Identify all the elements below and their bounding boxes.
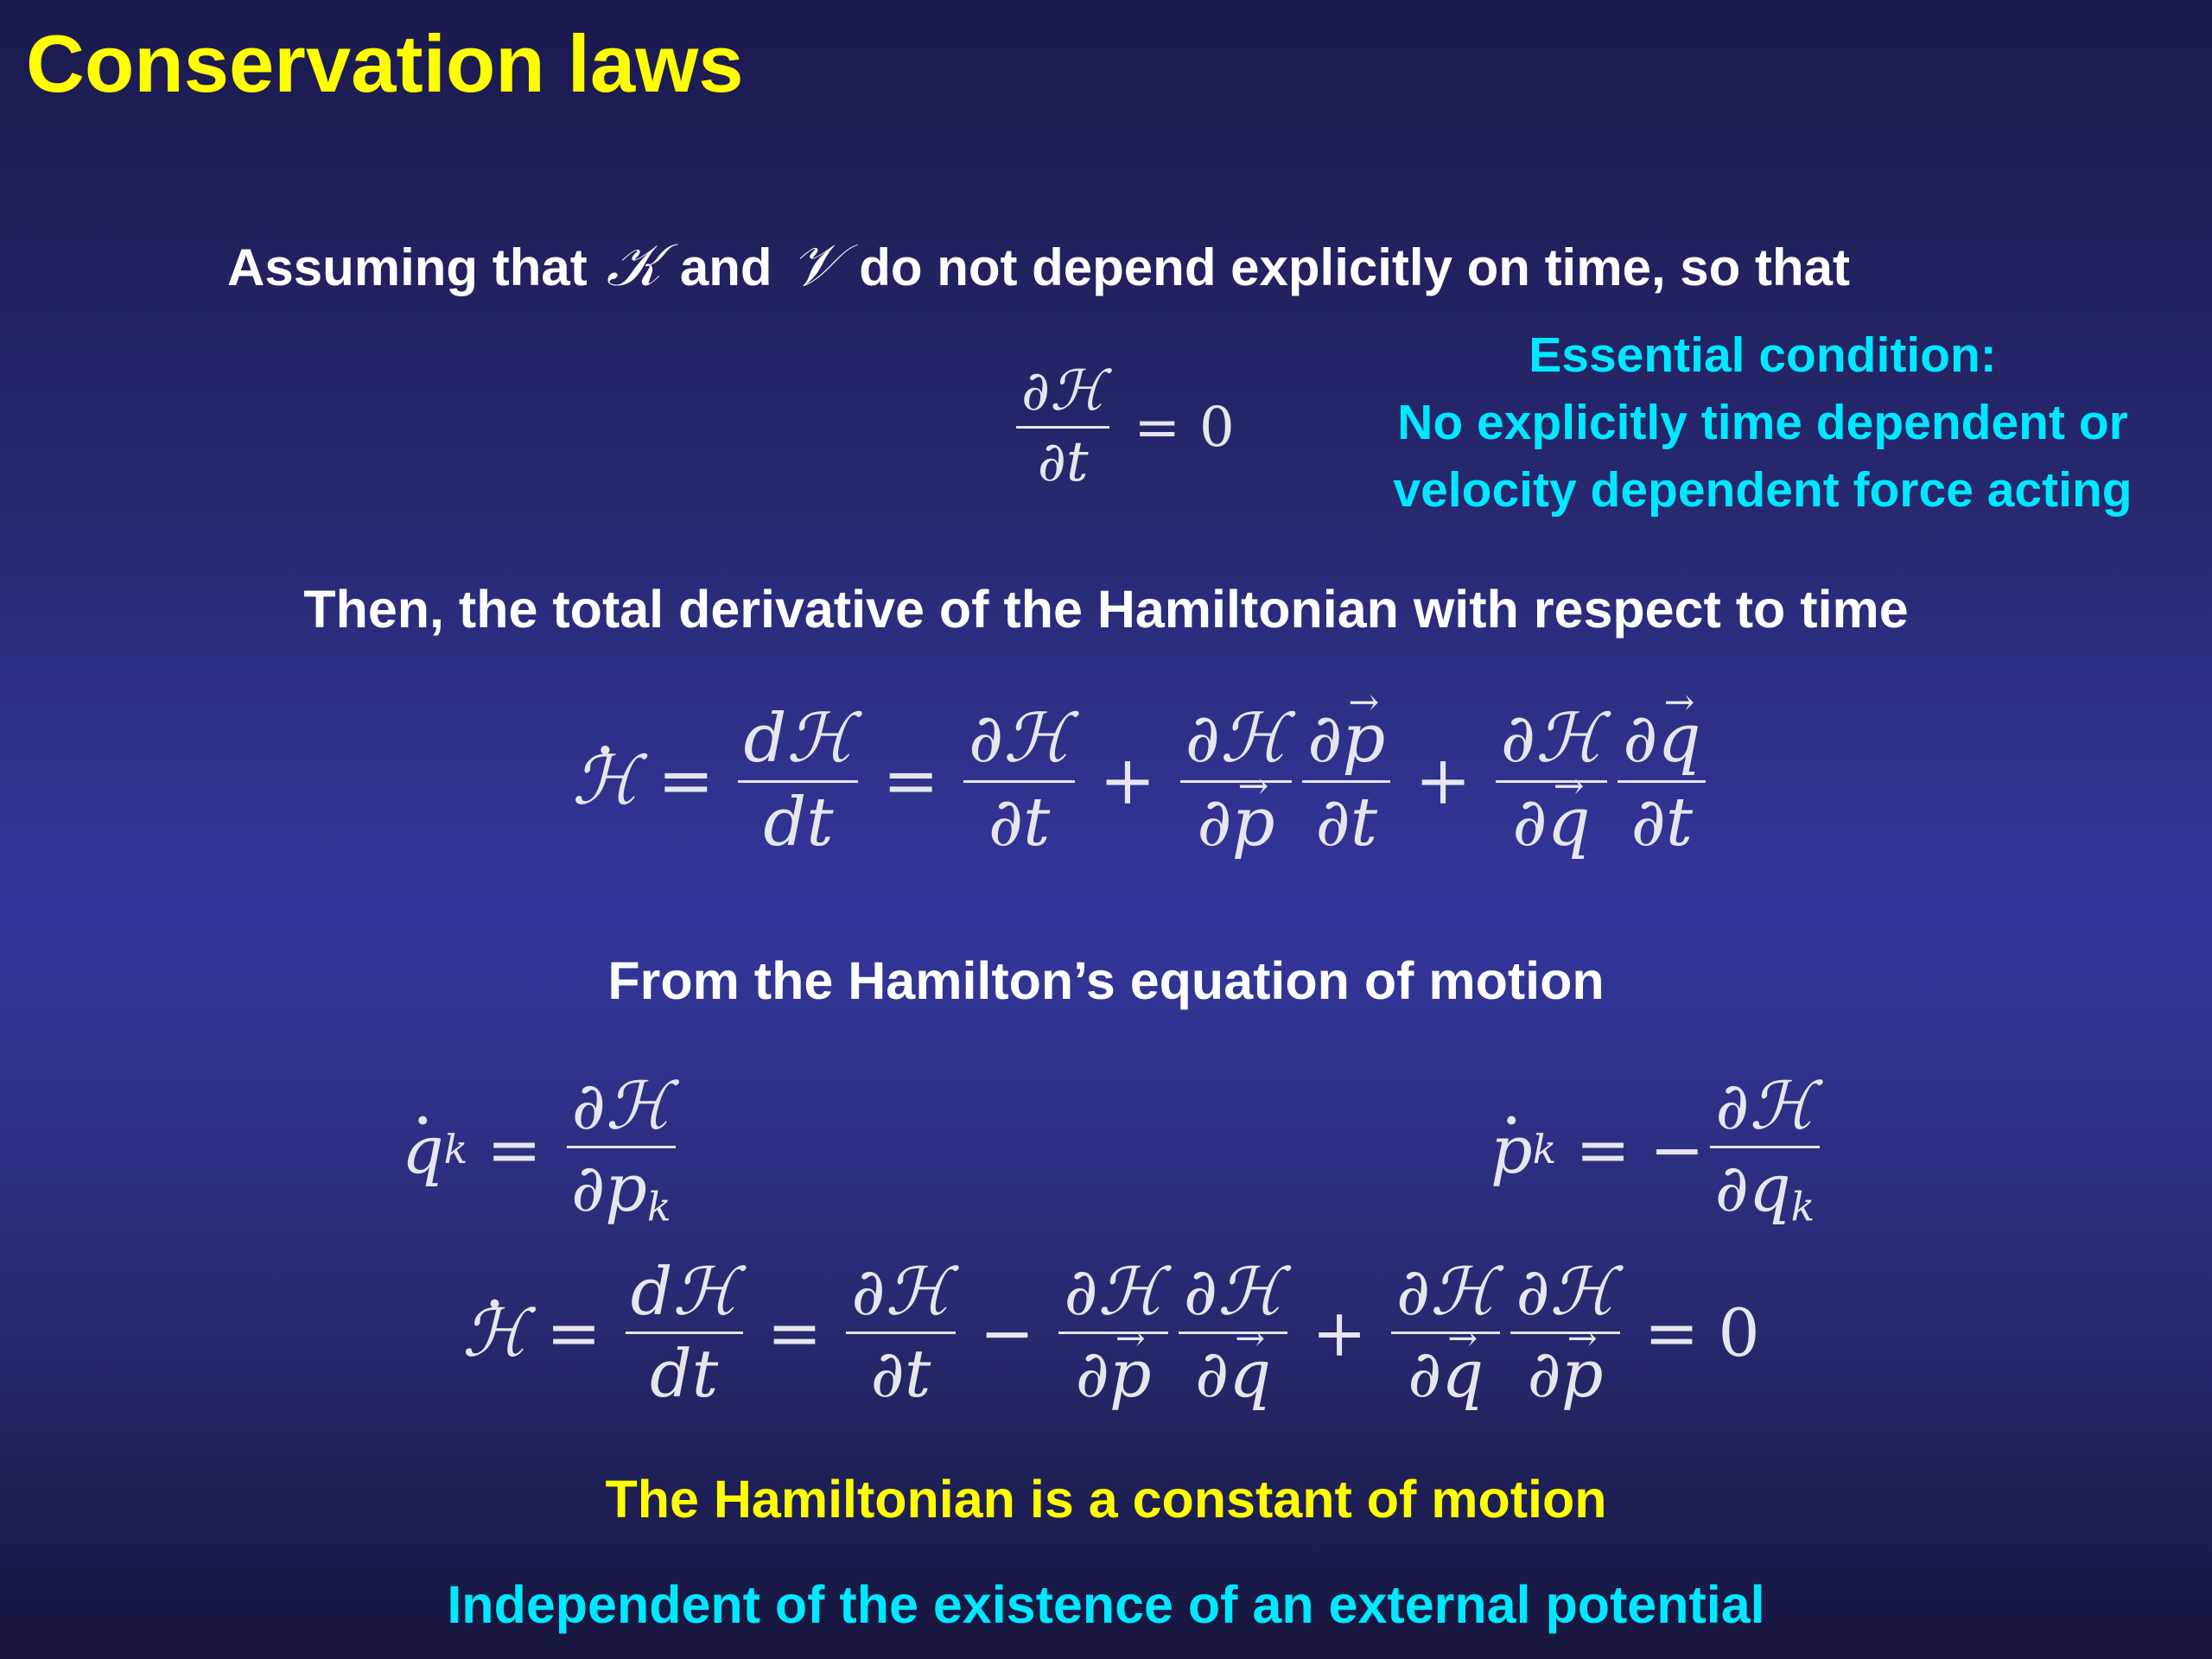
independent-potential-text: Independent of the existence of an external potential: [447, 1575, 1765, 1634]
assumption-suffix: do not depend explicitly on time, so that: [859, 238, 1850, 296]
kinetic-energy-symbol: 𝒦: [606, 232, 661, 300]
from-hamilton-text: From the Hamilton’s equation of motion: [607, 951, 1605, 1010]
note-line-2: No explicitly time dependent or: [1397, 395, 2128, 450]
note-line-3: velocity dependent force acting: [1393, 462, 2133, 518]
total-derivative-equation: · ℋ = $\frac{\text{dℋ}}{dt}$ = $\frac{\text{∂ℋ}}{\partial t}$ + $\frac{\text{∂ℋ}}{\partial\to p}$ $\frac{\partial\to p}{\partial t}$ + $\frac{\text{∂ℋ}}{\partial\to q}$ $\frac{\partial\to q}{\partial t}$: [572, 704, 1711, 859]
note-line-1: Essential condition:: [1529, 327, 1997, 383]
partial-time-equation: $\frac{\text{∂ℋ}}{\partial t}$ = 0: [1011, 363, 1235, 492]
assumption-and: and: [679, 238, 772, 296]
constant-of-motion-text: The Hamiltonian is a constant of motion: [605, 1470, 1607, 1529]
potential-energy-symbol: 𝒱: [791, 232, 841, 300]
p-dot-equation: · p k = − $\frac{\text{∂ℋ}}{\partial q_k}$: [1491, 1071, 1825, 1228]
slide-title: Conservation laws: [26, 18, 744, 109]
assumption-line: [227, 232, 1850, 301]
assumption-prefix: Assuming that: [227, 238, 588, 296]
q-dot-equation: · q k = $\frac{\text{∂ℋ}}{\partial p_k}$: [402, 1071, 682, 1228]
then-text: Then, the total derivative of the Hamiltonian with respect to time: [303, 580, 1909, 639]
essential-condition-note: [1331, 321, 2195, 524]
fraction-dh-dt: $\frac{\text{∂ℋ}}{\partial t}$: [1016, 363, 1109, 492]
hamiltonian-conservation-equation: · ℋ = $\frac{\text{dℋ}}{dt}$ = $\frac{\text{∂ℋ}}{\partial t}$ − $\frac{\text{∂ℋ}}{\partial\to p}$ $\frac{\text{∂ℋ}}{\partial\to q}$ + $\frac{\text{∂ℋ}}{\partial\to q}$ $\frac{\text{∂ℋ}}{\partial\to p}$ = 0: [462, 1257, 1760, 1408]
